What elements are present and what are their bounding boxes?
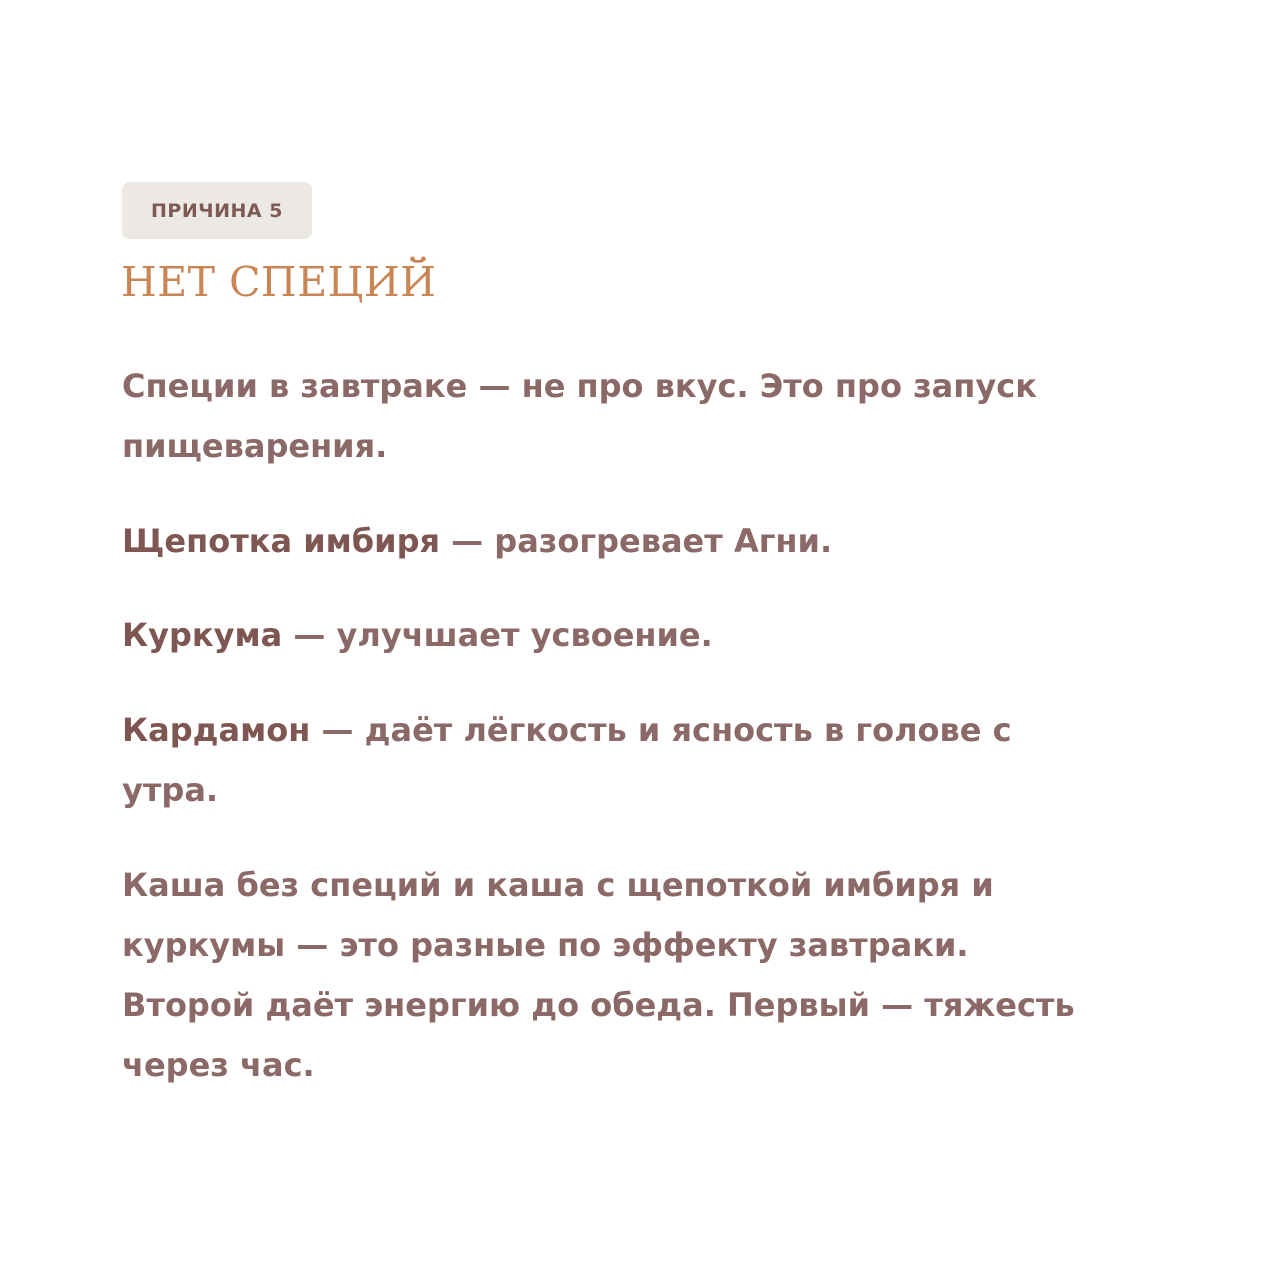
conclusion-line: Второй даёт энергию до обеда. Первый — тяжесть — [122, 986, 1075, 1024]
spice-effect: — даёт лёгкость и ясность в голове с — [310, 711, 1012, 749]
intro-line: пищеварения. — [122, 427, 388, 465]
conclusion-line: через час. — [122, 1046, 315, 1084]
conclusion-line: куркумы — это разные по эффекту завтраки. — [122, 926, 969, 964]
conclusion-paragraph — [122, 855, 1075, 1095]
spice-item-cardamom — [122, 700, 1012, 820]
page-title: НЕТ СПЕЦИЙ — [121, 258, 437, 306]
spice-item-turmeric — [122, 605, 713, 665]
spice-effect-continued: утра. — [122, 771, 219, 809]
conclusion-line: Каша без специй и каша с щепоткой имбиря и — [122, 866, 994, 904]
spice-name: Куркума — [122, 616, 283, 654]
spice-name: Щепотка имбиря — [122, 522, 441, 560]
spice-effect: — улучшает усвоение. — [282, 616, 713, 654]
spice-effect: — разогревает Агни. — [440, 522, 833, 560]
reason-badge: ПРИЧИНА 5 — [122, 182, 312, 239]
spice-name: Кардамон — [122, 711, 311, 749]
intro-line: Специи в завтраке — не про вкус. Это про запуск — [122, 367, 1037, 405]
spice-line — [122, 700, 1012, 760]
spice-item-ginger — [122, 511, 832, 571]
intro-paragraph — [122, 356, 1037, 476]
